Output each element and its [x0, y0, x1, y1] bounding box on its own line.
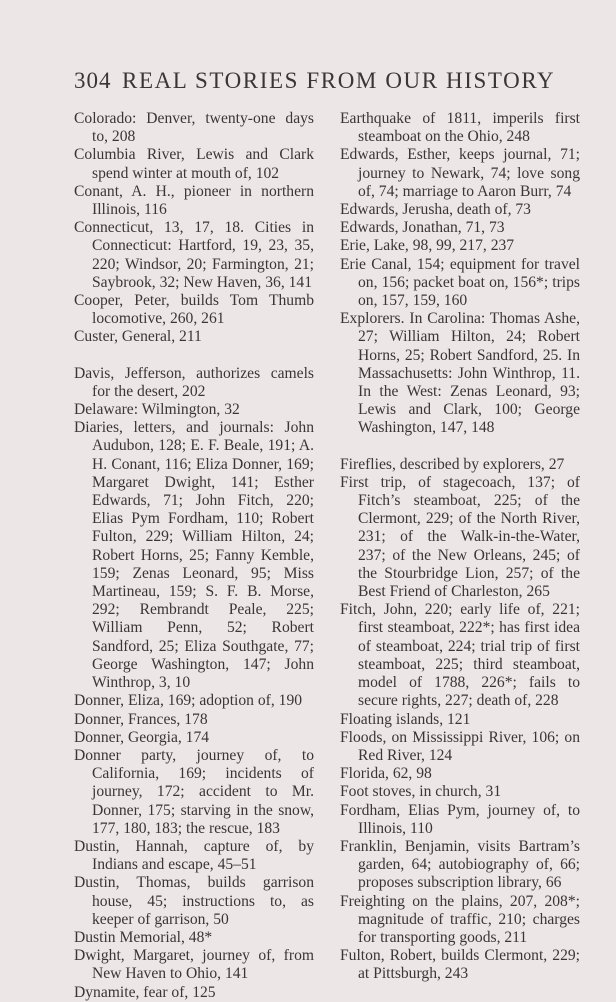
index-entry: Floating islands, 121 — [340, 710, 471, 728]
index-entry: Erie Canal, 154; equipment for travel on, 156; packet boat on, 156*; trips on, 157, 159, 160 — [340, 255, 580, 310]
index-entry: Donner, Frances, 178 — [74, 710, 208, 728]
index-entry: Donner, Georgia, 174 — [74, 728, 210, 746]
index-entry: Foot stoves, in church, 31 — [340, 783, 502, 801]
index-entry: Dynamite, fear of, 125 — [74, 983, 216, 1001]
index-entry: Custer, General, 211 — [74, 328, 202, 346]
index-entry: Freighting on the plains, 207, 208*; magnitude of traffic, 210; charges for transporting goods, 211 — [340, 892, 580, 946]
index-entry: Florida, 62, 98 — [340, 765, 432, 783]
index-entry: Fitch, John, 220; early life of, 221; first steamboat, 222*; has first idea of steamboat, 224; trial trip of first steamboat, 225; third steamboat, model of 1788, 226*; fails to secure rights, 227; death of, 228 — [340, 601, 580, 710]
index-entry: Colorado: Denver, twenty-one days to, 208 — [74, 110, 314, 146]
index-entry: Edwards, Esther, keeps journal, 71; journey to Newark, 74; love song of, 74; marriage to Aaron Burr, 74 — [340, 146, 580, 200]
index-entry: Erie, Lake, 98, 99, 217, 237 — [340, 237, 515, 255]
index-entry: Donner, Eliza, 169; adoption of, 190 — [74, 692, 303, 710]
index-entry: First trip, of stagecoach, 137; of Fitch’s steamboat, 225; of the Clermont, 229; of the North River, 231; of the Walk-in-the-Water, 237; of the New Orleans, 245; of the Stourbridge Lion, 257; of the Best Friend of Charleston, 265 — [340, 473, 580, 601]
index-entry: Dustin, Thomas, builds garrison house, 45; instructions to, as keeper of garrison, 50 — [74, 874, 314, 928]
index-entry: Davis, Jefferson, authorizes camels for the desert, 202 — [74, 364, 314, 400]
index-entry: Delaware: Wilmington, 32 — [74, 401, 240, 419]
section-gap — [340, 438, 580, 456]
book-title: REAL STORIES FROM OUR HISTORY — [122, 68, 556, 93]
index-entry: Fulton, Robert, builds Clermont, 229; at Pittsburgh, 243 — [340, 947, 580, 983]
index-entry: Conant, A. H., pioneer in northern Illinois, 116 — [74, 182, 314, 219]
index-entry: Floods, on Mississippi River, 106; on Red River, 124 — [340, 728, 580, 764]
index-entry: Edwards, Jonathan, 71, 73 — [340, 219, 505, 237]
page-number: 304 — [74, 68, 112, 93]
running-head — [74, 68, 556, 98]
index-entry: Dustin, Hannah, capture of, by Indians and escape, 45–51 — [74, 837, 314, 874]
index-entry: Explorers. In Carolina: Thomas Ashe, 27; William Hilton, 24; Robert Horns, 25; Robert Sandford, 25. In Massachusetts: John Winthrop, 11. In the West: Zenas Leonard, 93; Lewis and Clark, 100; George Washington, 147, 148 — [340, 310, 580, 437]
section-gap — [74, 347, 314, 365]
index-entry: Connecticut, 13, 17, 18. Cities in Connecticut: Hartford, 19, 23, 35, 220; Windsor, 20; Farmington, 21; Saybrook, 32; New Haven, 36, 141 — [74, 219, 314, 291]
index-entry: Earthquake of 1811, imperils first steamboat on the Ohio, 248 — [340, 110, 580, 146]
index-column-left — [74, 110, 314, 1002]
index-entry: Franklin, Benjamin, visits Bartram’s garden, 64; autobiography of, 66; proposes subscription library, 66 — [340, 837, 580, 892]
index-entry: Fireflies, described by explorers, 27 — [340, 455, 565, 473]
index-entry: Cooper, Peter, builds Tom Thumb locomotive, 260, 261 — [74, 292, 314, 328]
index-column-right — [340, 110, 580, 984]
index-entry: Dwight, Margaret, journey of, from New Haven to Ohio, 141 — [74, 947, 314, 983]
index-entry: Diaries, letters, and journals: John Audubon, 128; E. F. Beale, 191; A. H. Conant, 116; Eliza Donner, 169; Margaret Dwight, 141; Esther Edwards, 71; John Fitch, 220; Elias Pym Fordham, 110; Robert Fulton, 229; William Hilton, 24; Robert Horns, 25; Fanny Kemble, 159; Zenas Leonard, 95; Miss Martineau, 159; S. F. B. Morse, 292; Rembrandt Peale, 225; William Penn, 52; Robert Sandford, 25; Eliza Southgate, 77; George Washington, 147; John Winthrop, 3, 10 — [74, 419, 314, 692]
index-entry: Donner party, journey of, to California, 169; incidents of journey, 172; accident to Mr. Donner, 175; starving in the snow, 177, 180, 183; the rescue, 183 — [74, 746, 314, 837]
index-entry: Edwards, Jerusha, death of, 73 — [340, 201, 531, 219]
index-entry: Fordham, Elias Pym, journey of, to Illinois, 110 — [340, 801, 580, 837]
index-entry: Dustin Memorial, 48* — [74, 928, 213, 946]
index-entry: Columbia River, Lewis and Clark spend winter at mouth of, 102 — [74, 146, 314, 182]
